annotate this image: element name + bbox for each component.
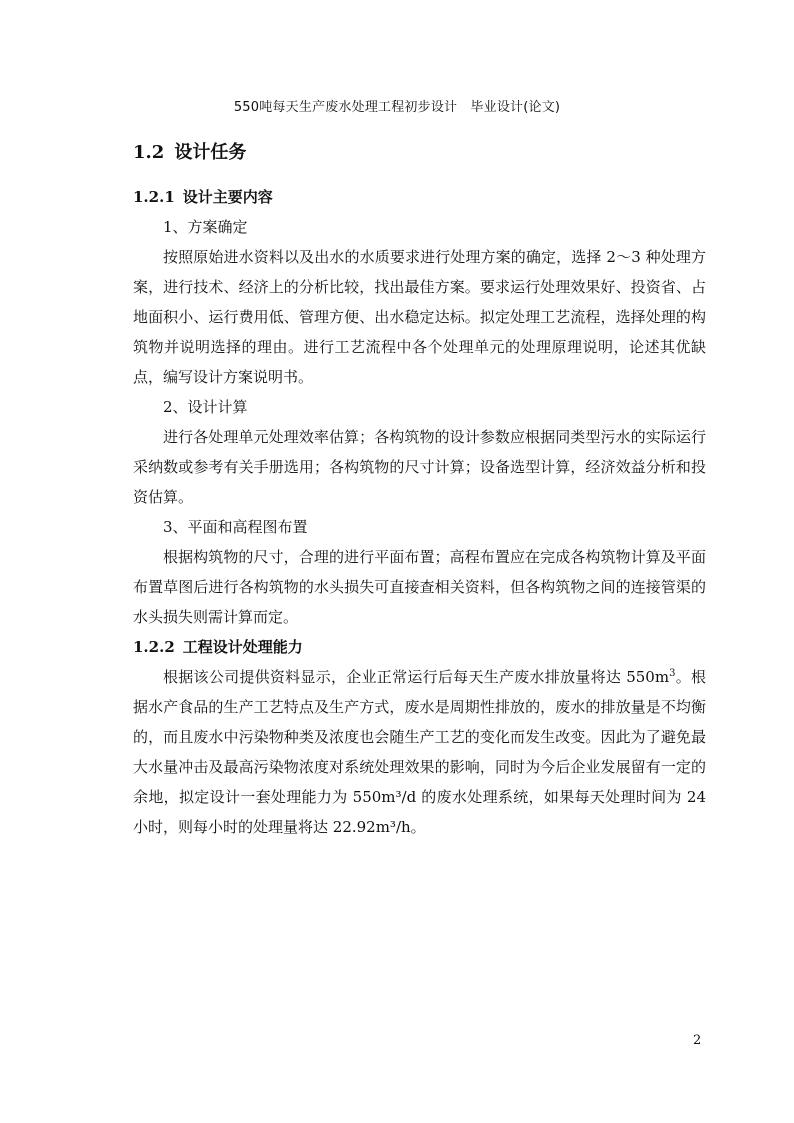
subsection-heading-2 <box>133 632 706 662</box>
subsection-title-1: 设计主要内容 <box>182 188 273 206</box>
item-paragraph-3: 根据构筑物的尺寸，合理的进行平面布置；高程布置应在完成各构筑物计算及平面布置草图后进行各构筑物的水头损失可直接查相关资料，但各构筑物之间的连接管渠的水头损失则需计算而定。 <box>133 548 706 626</box>
item-label-1: 1、方案确定 <box>163 218 248 236</box>
subsection-number-2: 1.2.2 <box>133 638 175 656</box>
cubic-superscript: 3 <box>669 668 676 679</box>
capacity-text-a: 根据该公司提供资料显示，企业正常运行后每天生产废水排放量将达 550m <box>163 668 670 686</box>
item-paragraph-2: 进行各处理单元处理效率估算；各构筑物的设计参数应根据同类型污水的实际运行采纳数或参考有关手册选用；各构筑物的尺寸计算；设备选型计算，经济效益分析和投资估算。 <box>133 428 706 506</box>
subsection-number-1: 1.2.1 <box>133 188 175 206</box>
subsection-title-2: 工程设计处理能力 <box>182 638 303 656</box>
capacity-paragraph <box>133 662 706 842</box>
section-title: 设计任务 <box>174 142 247 163</box>
page-header: 550吨每天生产废水处理工程初步设计 毕业设计(论文) <box>233 100 561 115</box>
item-paragraph-1: 按照原始进水资料以及出水的水质要求进行处理方案的确定，选择 2～3 种处理方案，进行技术、经济上的分析比较，找出最佳方案。要求运行处理效果好、投资省、占地面积小、运行费用低、管理方便、出水稳定达标。拟定处理工艺流程，选择处理的构筑物并说明选择的理由。进行工艺流程中各个处理单元的处理原理说明，论述其优缺点，编写设计方案说明书。 <box>133 248 706 386</box>
item-label-3: 3、平面和高程图布置 <box>163 518 308 536</box>
item-label-2: 2、设计计算 <box>163 398 248 416</box>
subsection-heading-1 <box>133 182 706 212</box>
capacity-text-b: 。根据水产食品的生产工艺特点及生产方式，废水是周期性排放的，废水的排放量是不均衡的，而且废水中污染物种类及浓度也会随生产工艺的变化而发生改变。因此为了避免最大水量冲击及最高污染物浓度对系统处理效果的影响，同时为今后企业发展留有一定的余地，拟定设计一套处理能力为 550m³/d 的废水处理系统，如果每天处理时间为 24 小时，则每小时的处理量将达 22.92m³/h。 <box>133 668 706 836</box>
page-number: 2 <box>693 1033 702 1048</box>
document-body <box>133 182 706 842</box>
section-number: 1.2 <box>133 142 165 163</box>
section-heading <box>133 138 246 164</box>
